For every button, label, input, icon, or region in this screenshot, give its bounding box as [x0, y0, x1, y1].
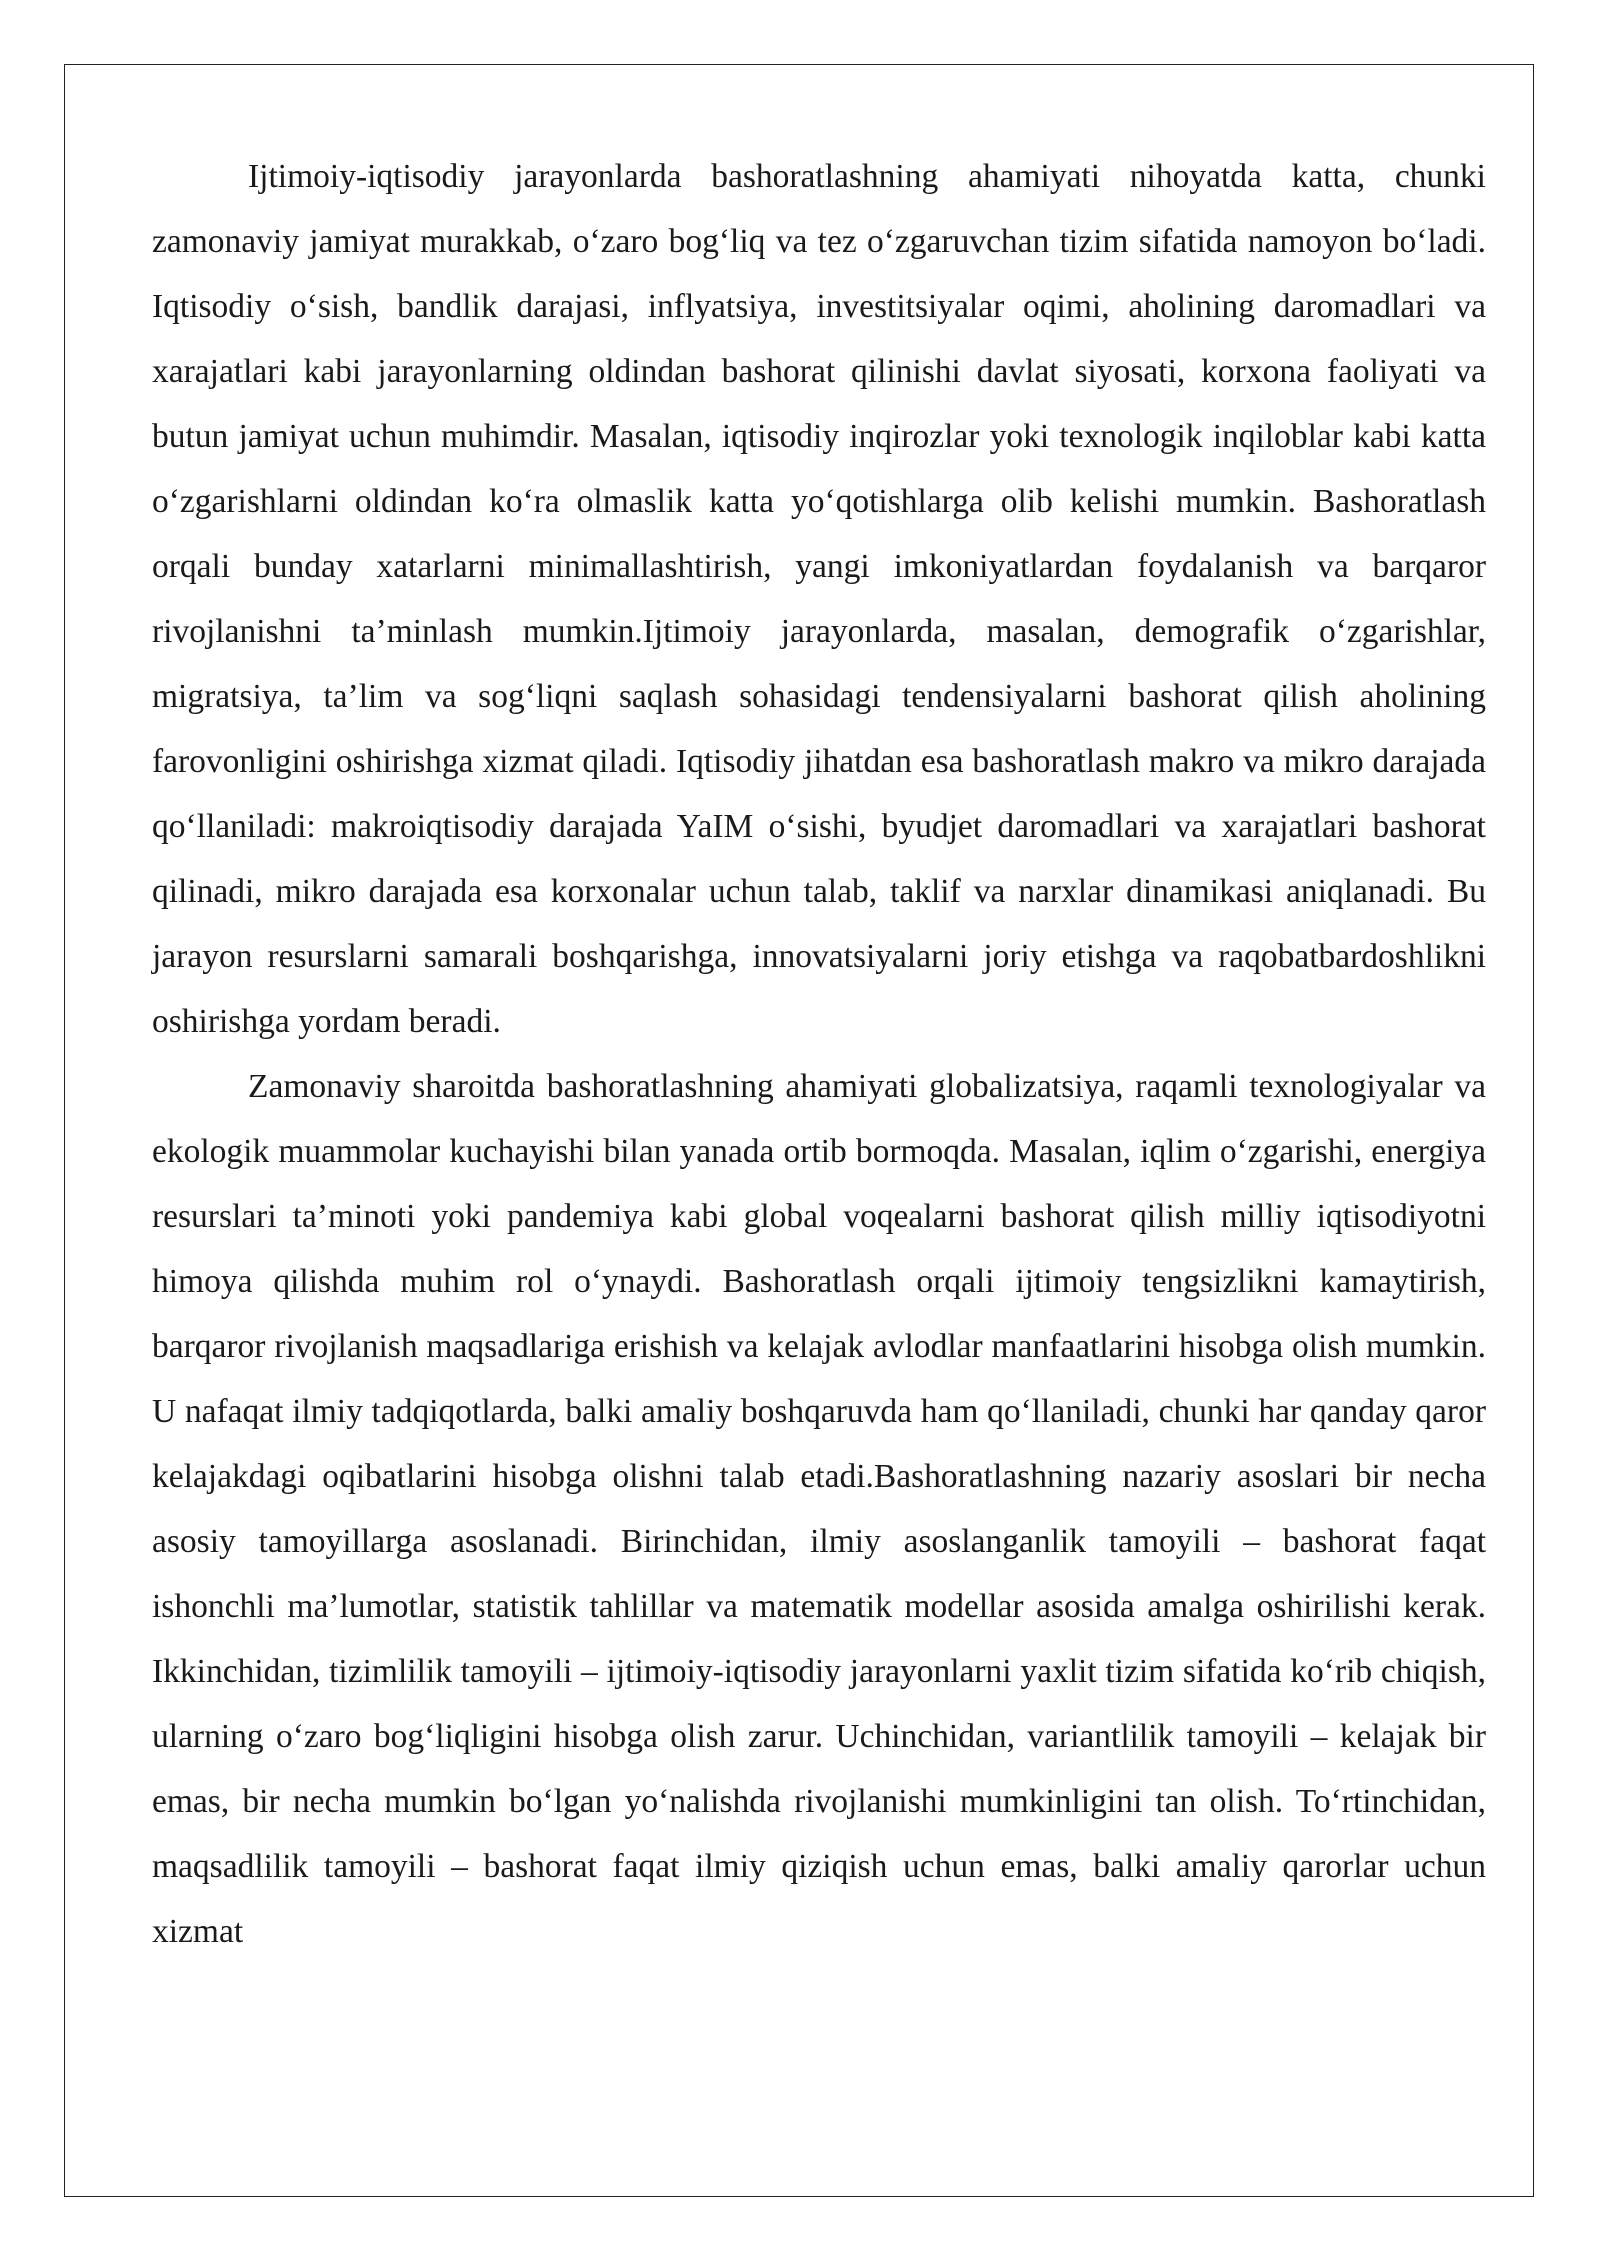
paragraph-modern-conditions: Zamonaviy sharoitda bashoratlashning ahamiyati globalizatsiya, raqamli texnologiyalar va ekologik muammolar kuchayishi bilan yanada ortib bormoqda. Masalan, iqlim o‘zgarishi, energiya resurslari ta’minoti yoki pandemiya kabi global voqealarni bashorat qilish milliy iqtisodiyotni himoya qilishda muhim rol o‘ynaydi. Bashoratlash orqali ijtimoiy tengsizlikni kamaytirish, barqaror rivojlanish maqsadlariga erishish va kelajak avlodlar manfaatlarini hisobga olish mumkin. U nafaqat ilmiy tadqiqotlarda, balki amaliy boshqaruvda ham qo‘llaniladi, chunki har qanday qaror kelajakdagi oqibatlarini hisobga olishni talab etadi.Bashoratlashning nazariy asoslari bir necha asosiy tamoyillarga asoslanadi. Birinchidan, ilmiy asoslanganlik tamoyili – bashorat faqat ishonchli ma’lumotlar, statistik tahlillar va matematik modellar asosida amalga oshirilishi kerak. Ikkinchidan, tizimlilik tamoyili – ijtimoiy-iqtisodiy jarayonlarni yaxlit tizim sifatida ko‘rib chiqish, ularning o‘zaro bog‘liqligini hisobga olish zarur. Uchinchidan, variantlilik tamoyili – kelajak bir emas, bir necha mumkin bo‘lgan yo‘nalishda rivojlanishi mumkinligini tan olish. To‘rtinchidan, maqsadlilik tamoyili – bashorat faqat ilmiy qiziqish uchun emas, balki amaliy qarorlar uchun xizmat [152, 1068, 1486, 1950]
document-body [152, 144, 1486, 1964]
paragraph-forecasting-importance: Ijtimoiy-iqtisodiy jarayonlarda bashoratlashning ahamiyati nihoyatda katta, chunki zamonaviy jamiyat murakkab, o‘zaro bog‘liq va tez o‘zgaruvchan tizim sifatida namoyon bo‘ladi. Iqtisodiy o‘sish, bandlik darajasi, inflyatsiya, investitsiyalar oqimi, aholining daromadlari va xarajatlari kabi jarayonlarning oldindan bashorat qilinishi davlat siyosati, korxona faoliyati va butun jamiyat uchun muhimdir. Masalan, iqtisodiy inqirozlar yoki texnologik inqiloblar kabi katta o‘zgarishlarni oldindan ko‘ra olmaslik katta yo‘qotishlarga olib kelishi mumkin. Bashoratlash orqali bunday xatarlarni minimallashtirish, yangi imkoniyatlardan foydalanish va barqaror rivojlanishni ta’minlash mumkin.Ijtimoiy jarayonlarda, masalan, demografik o‘zgarishlar, migratsiya, ta’lim va sog‘liqni saqlash sohasidagi tendensiyalarni bashorat qilish aholining farovonligini oshirishga xizmat qiladi. Iqtisodiy jihatdan esa bashoratlash makro va mikro darajada qo‘llaniladi: makroiqtisodiy darajada YaIM o‘sishi, byudjet daromadlari va xarajatlari bashorat qilinadi, mikro darajada esa korxonalar uchun talab, taklif va narxlar dinamikasi aniqlanadi. Bu jarayon resurslarni samarali boshqarishga, innovatsiyalarni joriy etishga va raqobatbardoshlikni oshirishga yordam beradi. [152, 158, 1486, 1040]
